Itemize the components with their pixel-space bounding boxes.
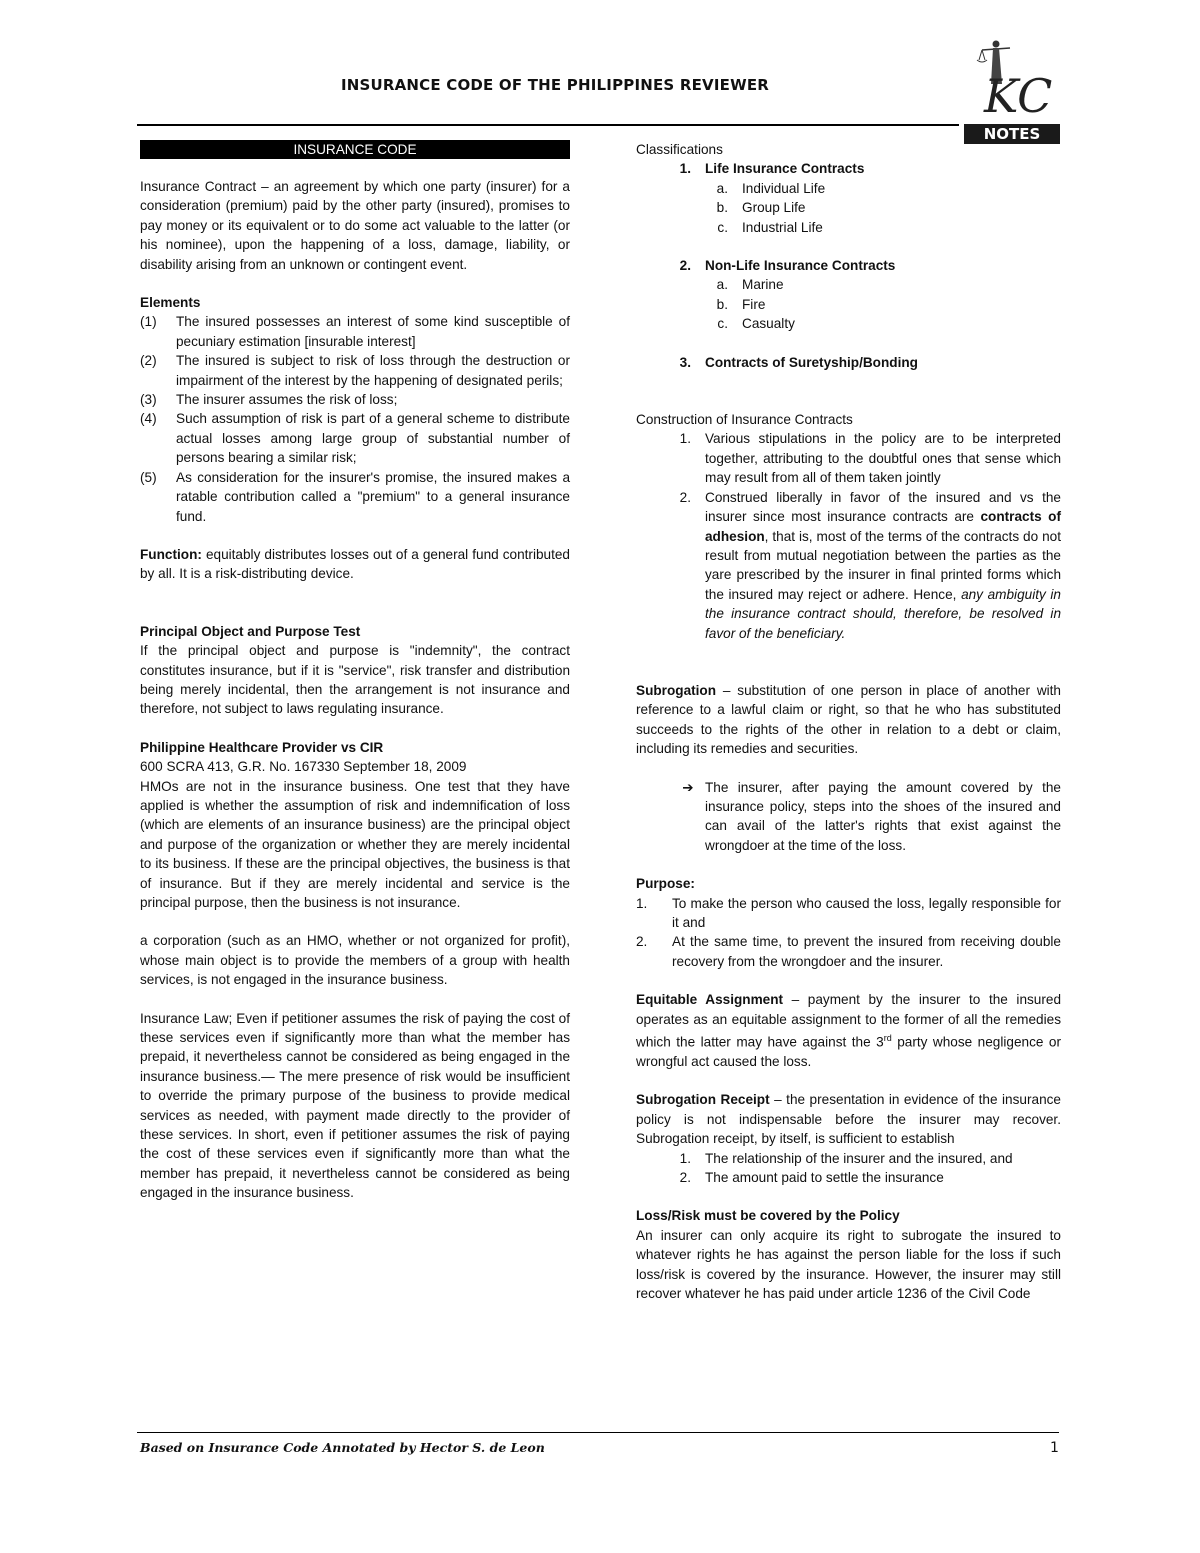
list-number: (1)	[140, 314, 157, 330]
subrogation-definition: Subrogation – substitution of one person in place of another with reference to a lawful claim or right, so that he who has substituted succeeds to the rights of the other in relation to a debt or claim, including its remedies and securities.	[636, 682, 1061, 757]
list-item	[140, 312, 570, 351]
classification-group	[636, 353, 1061, 372]
case-text: HMOs are not in the insurance business. One test that they have applied is whether the assumption of risk and indemnification of loss (which are elements of an insurance business) are the principal object and purpose of the organization or whether they are merely incidental to its business. If these are the principal objectives, the business is that of insurance. But if they are merely incidental and service is the principal purpose, then the business is not insurance.	[140, 778, 570, 910]
classifications-list	[636, 159, 1061, 372]
footer-source: Based on Insurance Code Annotated by Hector S. de Leon	[140, 1440, 545, 1455]
list-text: Group Life	[742, 200, 806, 216]
classification-group	[636, 256, 1061, 275]
elements-heading: Elements	[140, 295, 201, 311]
list-number: (3)	[140, 392, 157, 408]
list-number: 1.	[679, 161, 691, 177]
list-text: The insured possesses an interest of some kind susceptible of pecuniary estimation [insurable interest]	[176, 314, 570, 349]
list-text: To make the person who caused the loss, legally responsible for it and	[672, 895, 1061, 930]
list-number: 1.	[636, 895, 648, 911]
page-number: 1	[1050, 1440, 1059, 1456]
classification-group	[636, 159, 1061, 178]
list-item	[671, 1149, 1061, 1168]
list-text: The amount paid to settle the insurance	[705, 1170, 944, 1185]
subrogation-receipt: Subrogation Receipt – the presentation in evidence of the insurance policy is not indispensable before the insurer may recover. Subrogation receipt, by itself, is sufficient to establish	[636, 1092, 1061, 1147]
list-item: 1. Various stipulations in the policy are to be interpreted together, attributing to the doubtful ones that sense which may result from all of them taken jointly	[679, 431, 1061, 486]
list-number: 2.	[679, 258, 691, 274]
case-citation: 600 SCRA 413, G.R. No. 167330 September 18, 2009	[140, 759, 467, 775]
list-item	[706, 198, 1061, 217]
list-item	[706, 275, 1061, 294]
corporation-paragraph: a corporation (such as an HMO, whether or not organized for profit), whose main object is to provide the members of a group with health services, is not engaged in the insurance business.	[140, 933, 570, 988]
case-heading: Philippine Healthcare Provider vs CIR	[140, 739, 384, 755]
list-item	[706, 218, 1061, 237]
list-number: 1.	[679, 1150, 691, 1166]
list-text: The relationship of the insurer and the insured, and	[705, 1150, 1013, 1166]
list-text: At the same time, to prevent the insured from receiving double recovery from the wrongdoer and the insurer.	[672, 934, 1061, 969]
list-item	[636, 894, 1061, 933]
list-text: Casualty	[742, 316, 795, 332]
list-number: b.	[716, 296, 728, 312]
list-number: 2.	[636, 934, 648, 950]
list-text: The insured is subject to risk of loss through the destruction or impairment of the interest by the happening of designated perils;	[176, 353, 570, 388]
function-text: equitably distributes losses out of a general fund contributed by all. It is a risk-distributing device.	[140, 546, 570, 582]
classification-label: Contracts of Suretyship/Bonding	[705, 354, 918, 370]
list-number: (2)	[140, 353, 157, 369]
list-text: The insurer assumes the risk of loss;	[176, 392, 398, 408]
elements-list	[140, 312, 570, 525]
purpose-heading: Purpose:	[636, 876, 695, 892]
list-item	[636, 932, 1061, 971]
list-item: 2. Construed liberally in favor of the insured and vs the insurer since most insurance contracts are contracts of adhesion, that is, most of the terms of the contracts do not result from mutual negotiation between the parties as the yare prescribed by the insurer in final printed forms which the insured may reject or adhere. Hence, any ambiguity in the insurance contract should, therefore, be resolved in favor of the beneficiary.	[679, 489, 1061, 641]
section-title-bar: INSURANCE CODE	[140, 140, 570, 159]
construction-list	[636, 429, 1061, 642]
list-number: c.	[717, 316, 728, 332]
classification-subitems	[636, 179, 1061, 237]
list-item	[706, 295, 1061, 314]
pop-test-heading: Principal Object and Purpose Test	[140, 623, 361, 639]
list-item	[140, 409, 570, 467]
kc-notes-logo	[962, 36, 1060, 146]
arrow-right-icon: ➔	[682, 779, 694, 795]
list-text: Industrial Life	[742, 219, 823, 235]
list-item	[140, 468, 570, 526]
list-item	[671, 353, 1061, 372]
list-item	[706, 179, 1061, 198]
list-text: As consideration for the insurer's promise, the insured makes a ratable contribution called a "premium" to a general insurance fund.	[176, 469, 570, 524]
classifications-heading: Classifications	[636, 142, 723, 157]
right-column	[636, 140, 1061, 1303]
svg-text:NOTES: NOTES	[983, 125, 1041, 143]
list-item	[671, 1168, 1061, 1187]
insurance-law-paragraph: Insurance Law; Even if petitioner assumes the risk of paying the cost of these services even if significantly more than what the member has prepaid, it nevertheless cannot be considered as being engaged in the insurance business.— The mere presence of risk would be insufficient to override the primary purpose of the business to provide medical services as needed, with payment made directly to the provider of these services. In short, even if petitioner assumes the risk of paying the cost of these services even if significantly more than what the member has prepaid, it nevertheless cannot be considered as being engaged in the insurance business.	[140, 1010, 570, 1201]
list-item	[706, 314, 1061, 333]
definition-term: Insurance Contract	[140, 179, 257, 194]
list-number: (5)	[140, 469, 157, 485]
list-item	[671, 256, 1061, 275]
list-number: (4)	[140, 411, 157, 427]
insurance-contract-definition	[140, 177, 570, 274]
classification-label: Life Insurance Contracts	[705, 161, 865, 177]
svg-text:KC: KC	[984, 69, 1053, 123]
list-number: b.	[716, 200, 728, 216]
function-label: Function:	[140, 546, 202, 562]
list-text: Such assumption of risk is part of a general scheme to distribute actual losses among large group of substantial number of persons bearing a similar risk;	[176, 411, 570, 466]
receipt-list	[636, 1149, 1061, 1188]
pop-test-text: If the principal object and purpose is "indemnity", the contract constitutes insurance, but if it is "service", risk transfer and distribution being merely incidental, then the arrangement is not insurance and therefore, not subject to laws regulating insurance.	[140, 643, 570, 717]
classification-label: Non-Life Insurance Contracts	[705, 258, 896, 274]
function-paragraph	[140, 545, 570, 584]
list-number: c.	[717, 219, 728, 235]
list-number: 2.	[679, 1170, 691, 1185]
left-column	[140, 140, 570, 1203]
list-item	[140, 390, 570, 409]
list-number: a.	[716, 180, 728, 196]
list-item	[140, 351, 570, 390]
definition-text: – an agreement by which one party (insurer) for a consideration (premium) paid by the other party (insured), promises to pay money or its equivalent or to do some act valuable to the latter (or his nominee), upon the happening of a loss, damage, liability, or disability arising from an unknown or contingent event.	[140, 179, 570, 272]
equitable-assignment: Equitable Assignment – payment by the insurer to the insured operates as an equitable assignment to the former of all the remedies which the latter may have against the 3rd party whose negligence or wrongful act caused the loss.	[636, 992, 1062, 1069]
construction-heading: Construction of Insurance Contracts	[636, 412, 853, 428]
arrow-note: ➔ The insurer, after paying the amount covered by the insurance policy, steps into the shoes of the insured and can avail of the latter's rights that exist against the wrongdoer at the time of the loss.	[636, 778, 1061, 856]
footer-rule	[137, 1432, 1059, 1433]
classification-subitems	[636, 275, 1061, 333]
list-text: Individual Life	[742, 180, 826, 196]
purpose-list	[636, 894, 1061, 972]
list-text: Fire	[742, 296, 766, 312]
list-item	[671, 159, 1061, 178]
page-title: INSURANCE CODE OF THE PHILIPPINES REVIEWER	[340, 76, 770, 94]
list-number: a.	[716, 277, 728, 293]
list-text: Marine	[742, 277, 784, 293]
loss-heading: Loss/Risk must be covered by the Policy	[636, 1208, 900, 1224]
header-rule	[137, 124, 959, 126]
loss-text: An insurer can only acquire its right to subrogate the insured to whatever rights he has against the person liable for the loss if such loss/risk is covered by the insurance. However, the insurer may still recover whatever he has paid under article 1236 of the Civil Code	[636, 1227, 1061, 1302]
list-number: 3.	[679, 354, 691, 370]
